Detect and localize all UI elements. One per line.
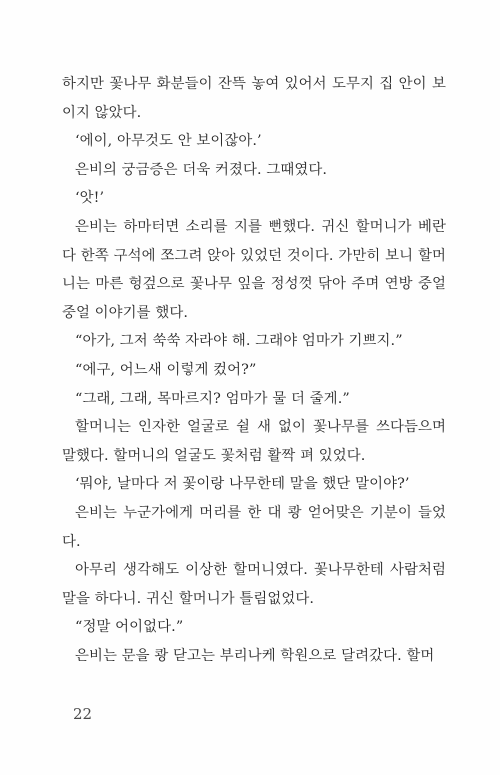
paragraph: “정말 어이없다.” (75, 619, 184, 636)
paragraph: “아가, 그저 쑥쑥 자라야 해. 그래야 엄마가 기쁘지.” (75, 333, 403, 350)
paragraph: ‘앗!’ (75, 190, 105, 207)
paragraph: 은비는 문을 쾅 닫고는 부리나케 학원으로 달려갔다. 할머 (75, 647, 435, 664)
body-text (62, 70, 446, 670)
paragraph: ‘에이, 아무것도 안 보이잖아.’ (75, 133, 262, 150)
page-number: 22 (73, 705, 93, 723)
paragraph: 은비는 하마터면 소리를 지를 뻔했다. 귀신 할머니가 베란다 한쪽 구석에 쪼그려 앉아 있었던 것이다. 가만히 보니 할머니는 마른 헝겊으로 꽃나무 잎을 정성껏 닦아 주며 연방 중얼중얼 이야기를 했다. (62, 218, 446, 321)
paragraph: 은비의 궁금증은 더욱 커졌다. 그때였다. (75, 161, 328, 178)
paragraph: 하지만 꽃나무 화분들이 잔뜩 놓여 있어서 도무지 집 안이 보이지 않았다. (62, 76, 446, 121)
paragraph: ‘뭐야, 날마다 저 꽃이랑 나무한테 말을 했단 말이야?’ (75, 476, 410, 493)
paragraph: 할머니는 인자한 얼굴로 쉴 새 없이 꽃나무를 쓰다듬으며 말했다. 할머니의 얼굴도 꽃처럼 활짝 펴 있었다. (62, 419, 446, 464)
paragraph: 은비는 누군가에게 머리를 한 대 쾅 얻어맞은 기분이 들었다. (62, 504, 446, 550)
paragraph: “그래, 그래, 목마르지? 엄마가 물 더 줄게.” (75, 390, 350, 407)
paragraph: “에구, 어느새 이렇게 컸어?” (75, 361, 257, 378)
paragraph: 아무리 생각해도 이상한 할머니였다. 꽃나무한테 사람처럼 말을 하다니. 귀신 할머니가 틀림없었다. (62, 562, 446, 607)
